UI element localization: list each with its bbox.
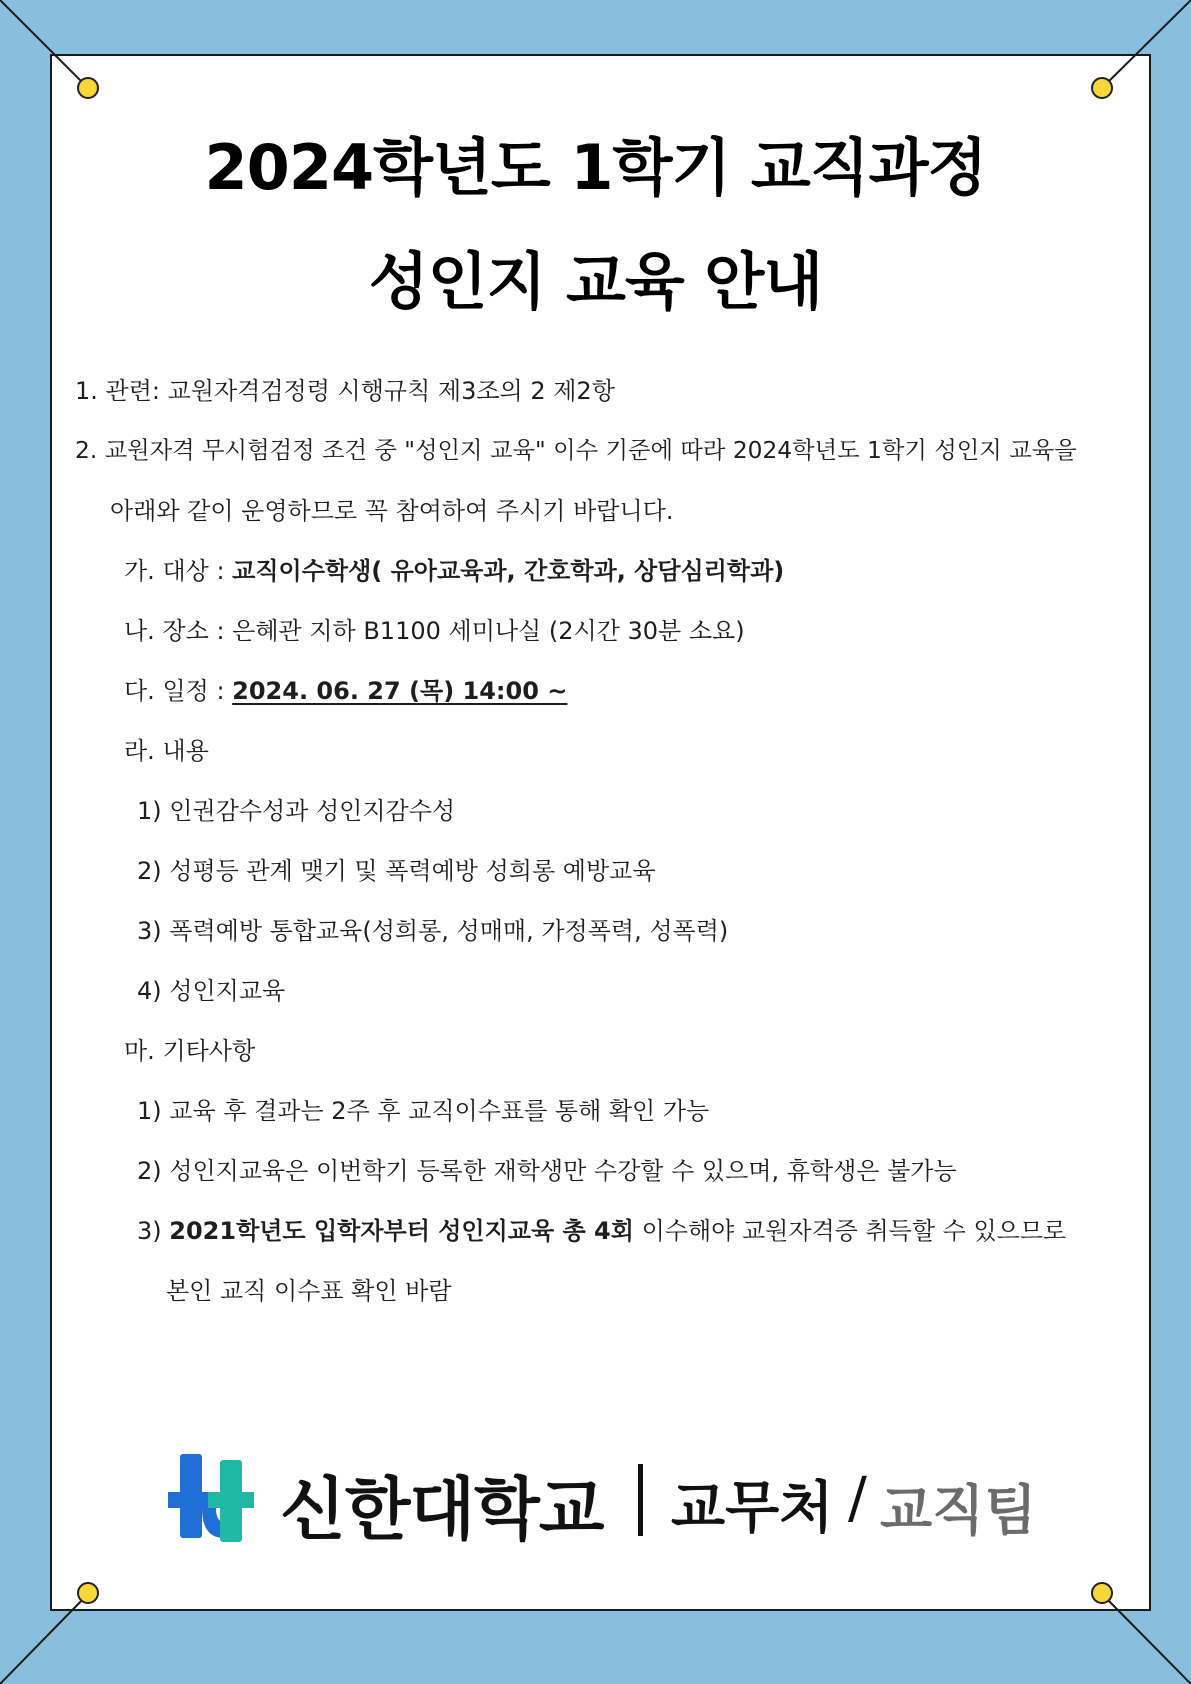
footer-slash: / <box>848 1466 867 1531</box>
etc-item-3 <box>137 1216 1066 1246</box>
item-2-line-2: 아래와 같이 운영하므로 꼭 참여하여 주시기 바랍니다. <box>110 497 674 525</box>
content-item-3: 3) 폭력예방 통합교육(성희롱, 성매매, 가정폭력, 성폭력) <box>137 917 729 945</box>
place-row <box>124 616 745 646</box>
pin-top-right <box>1091 77 1113 99</box>
team-name: 교직팀 <box>880 1479 1037 1542</box>
pin-bottom-right <box>1091 1582 1113 1604</box>
schedule-value: 2024. 06. 27 (목) 14:00 ~ <box>232 677 568 705</box>
university-logo-icon <box>168 1452 260 1544</box>
etc-item-2: 2) 성인지교육은 이번학기 등록한 재학생만 수강할 수 있으며, 휴학생은 불가능 <box>137 1157 957 1185</box>
etc-item-3-line-2: 본인 교직 이수표 확인 바람 <box>166 1277 452 1305</box>
office-name: 교무처 <box>671 1476 834 1541</box>
pin-top-left <box>77 77 99 99</box>
content-label: 라. 내용 <box>124 737 209 765</box>
content-item-4: 4) 성인지교육 <box>137 977 286 1005</box>
title-line-2: 성인지 교육 안내 <box>368 245 823 318</box>
schedule-row <box>124 676 567 706</box>
footer-branding <box>168 1452 1037 1550</box>
item-2-line-1: 2. 교원자격 무시험검정 조건 중 "성인지 교육" 이수 기준에 따라 2024학년도 1학기 성인지 교육을 <box>75 437 1077 464</box>
content-item-1: 1) 인권감수성과 성인지감수성 <box>137 797 456 825</box>
etc-item-3-prefix: 3) <box>137 1217 170 1245</box>
title-line-1: 2024학년도 1학기 교직과정 <box>204 131 987 204</box>
etc-item-3-emphasis: 2021학년도 입학자부터 성인지교육 총 4회 <box>169 1217 634 1245</box>
footer-divider <box>638 1464 643 1536</box>
etc-item-1: 1) 교육 후 결과는 2주 후 교직이수표를 통해 확인 가능 <box>137 1097 710 1125</box>
target-value: 교직이수학생( 유아교육과, 간호학과, 상담심리학과) <box>232 557 785 585</box>
place-label: 나. 장소 : <box>124 617 233 645</box>
target-label: 가. 대상 : <box>124 557 233 585</box>
university-name: 신한대학교 <box>280 1471 604 1550</box>
pin-bottom-left <box>77 1582 99 1604</box>
item-1-relation: 1. 관련: 교원자격검정령 시행규칙 제3조의 2 제2항 <box>75 377 615 405</box>
etc-label: 마. 기타사항 <box>124 1037 256 1065</box>
target-row <box>124 556 784 586</box>
schedule-label: 다. 일정 : <box>124 677 233 705</box>
place-value: 은혜관 지하 B1100 세미나실 (2시간 30분 소요) <box>232 617 745 645</box>
content-item-2: 2) 성평등 관계 맺기 및 폭력예방 성희롱 예방교육 <box>137 857 656 885</box>
etc-item-3-rest: 이수해야 교원자격증 취득할 수 있으므로 <box>633 1217 1067 1245</box>
